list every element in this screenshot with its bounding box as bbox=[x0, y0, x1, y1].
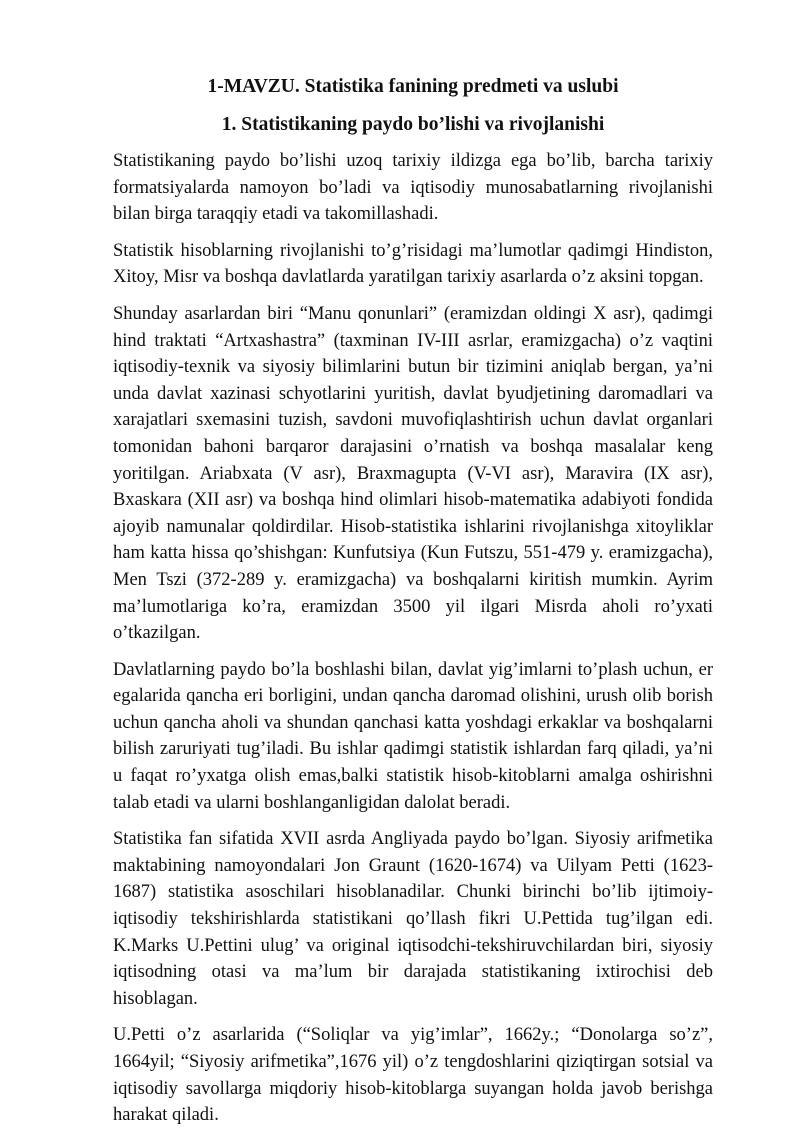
paragraph-5: Statistika fan sifatida XVII asrda Angliyada paydo bo’lgan. Siyosiy arifmetika maktabining namoyondalari Jon Graunt (1620-1674) va Uilyam Petti (1623-1687) statistika asoschilari hisoblanadilar. Chunki birinchi bo’lib ijtimoiy-iqtisodiy tekshirishlarda statistikani qo’llash fikri U.Pettida tug’ilgan edi. K.Marks U.Pettini ulug’ va original iqtisodchi-tekshiruvchilardan biri, siyosiy iqtisodning otasi va ma’lum bir darajada statistikaning ixtirochisi deb hisoblagan. bbox=[113, 829, 713, 1009]
paragraph-4: Davlatlarning paydo bo’la boshlashi bilan, davlat yig’imlarni to’plash uchun, er egalarida qancha eri borligini, undan qancha daromad olishini, urush olib borish uchun qancha aholi va shundan qanchasi katta yoshdagi erkaklar va boshqalarni bilish zaruriyati tug’iladi. Bu ishlar qadimgi statistik ishlardan farq qiladi, ya’ni u faqat ro’yxatga olish emas,balki statistik hisob-kitoblarni amalga oshirishni talab etadi va ularni boshlanganligidan dalolat beradi. bbox=[113, 659, 713, 813]
section-heading: 1. Statistikaning paydo bo’lishi va rivojlanishi bbox=[221, 114, 605, 135]
document-title: 1-MAVZU. Statistika fanining predmeti va uslubi bbox=[207, 76, 619, 97]
paragraph-2: Statistik hisoblarning rivojlanishi to’g’risidagi ma’lumotlar qadimgi Hindiston, Xitoy, Misr va boshqa davlatlarda yaratilgan tarixiy asarlarda o’z aksini topgan. bbox=[113, 240, 713, 288]
paragraph-6: U.Petti o’z asarlarida (“Soliqlar va yig’imlar”, 1662y.; “Donolarga so’z”, 1664yil; “Siyosiy arifmetika”,1676 yil) o’z tengdoshlarini qiziqtirgan sotsial va iqtisodiy savollarga miqdoriy hisob-kitoblarga suyangan holda javob berishga harakat qiladi. bbox=[113, 1025, 713, 1126]
paragraph-3: Shunday asarlardan biri “Manu qonunlari” (eramizdan oldingi X asr), qadimgi hind traktati “Artxashastra” (taxminan IV-III asrlar, eramizgacha) o’z vaqtini iqtisodiy-texnik va siyosiy bilimlarini butun bir tizimini aniqlab bergan, ya’ni unda davlat xazinasi schyotlarini yuritish, davlat byudjetining daromadlari va xarajatlari sxemasini tuzish, savdoni muvofiqlashtirish uchun davlat organlari tomonidan bahoni barqaror darajasini o’rnatish va boshqa masalalar keng yoritilgan. Ariabxata (V asr), Braxmagupta (V-VI asr), Maravira (IX asr), Bxaskara (XII asr) va boshqa hind olimlari hisob-matematika adabiyoti fondida ajoyib namunalar qoldirdilar. Hisob-statistika ishlarini rivojlanishga xitoyliklar ham katta hissa qo’shishgan: Kunfutsiya (Kun Futszu, 551-479 y. eramizgacha), Men Tszi (372-289 y. eramizgacha) va boshqalarni kiritish mumkin. Ayrim ma’lumotlariga ko’ra, eramizdan 3500 yil ilgari Misrda aholi ro’yxati o’tkazilgan. bbox=[113, 303, 713, 644]
paragraph-1: Statistikaning paydo bo’lishi uzoq tarixiy ildizga ega bo’lib, barcha tarixiy formatsiyalarda namoyon bo’ladi va iqtisodiy munosabatlarning rivojlanishi bilan birga taraqqiy etadi va takomillashadi. bbox=[113, 151, 713, 225]
